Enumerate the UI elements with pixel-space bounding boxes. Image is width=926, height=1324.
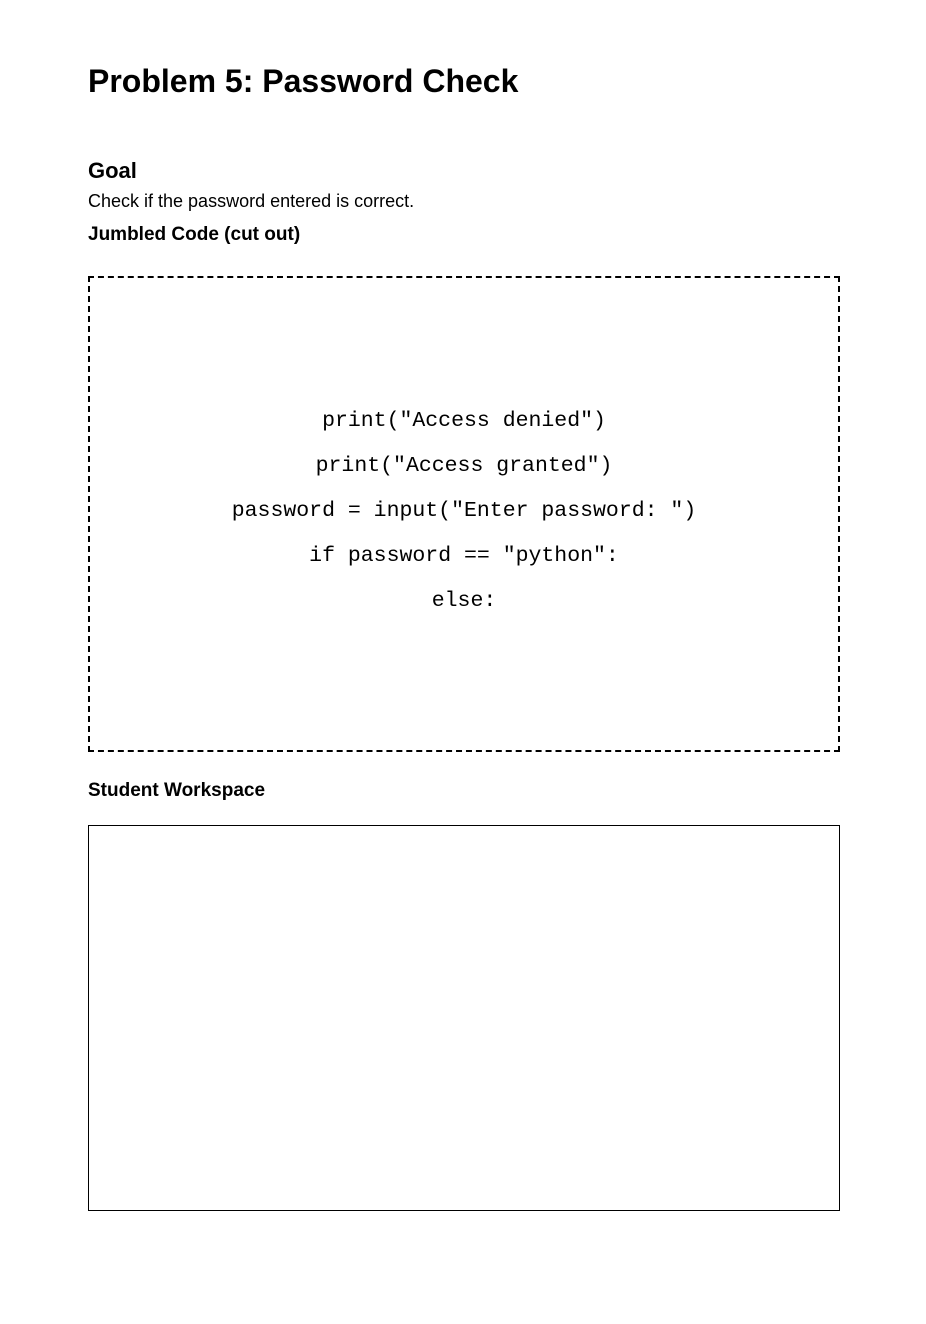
student-workspace-heading: Student Workspace [88,780,266,801]
code-line: print("Access granted") [315,454,613,478]
goal-heading: Goal [88,158,137,183]
student-workspace-box [88,825,840,1211]
code-line: print("Access denied") [322,409,606,433]
code-line: if password == "python": [309,544,619,568]
goal-description: Check if the password entered is correct. [88,191,415,211]
code-line: else: [431,589,497,613]
jumbled-code-lines [88,399,840,624]
code-line: password = input("Enter password: ") [231,499,697,523]
jumbled-code-heading: Jumbled Code (cut out) [88,224,301,245]
page-title: Problem 5: Password Check [88,63,519,99]
